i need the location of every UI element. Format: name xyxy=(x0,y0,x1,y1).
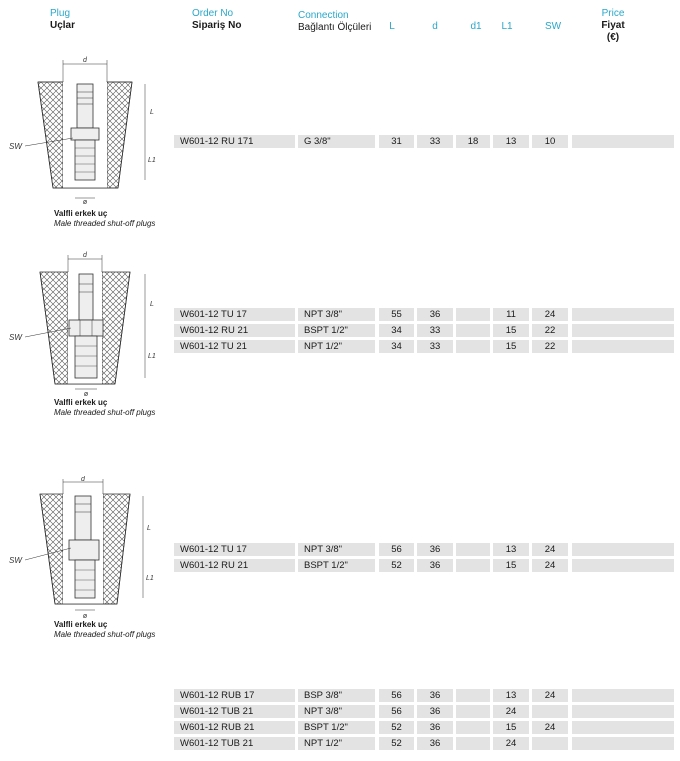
fig3-label-d: d xyxy=(81,476,85,483)
connection-header xyxy=(298,10,371,34)
caption-2-tr: Valfli erkek uç xyxy=(54,398,108,407)
cell-conn: BSPT 1/2" xyxy=(298,559,375,572)
cell-d: 33 xyxy=(417,135,453,148)
order-no-header xyxy=(192,8,241,32)
fig1-label-d: d xyxy=(83,57,87,64)
cell-l1: 13 xyxy=(493,689,529,702)
cell-price xyxy=(572,543,674,556)
cell-conn: NPT 3/8" xyxy=(298,705,375,718)
fig1-label-dia: ø xyxy=(82,199,88,206)
plug-drawing-1 xyxy=(5,52,165,212)
cell-d: 36 xyxy=(417,689,453,702)
cell-l1: 11 xyxy=(493,308,529,321)
cell-d: 33 xyxy=(417,340,453,353)
price-header xyxy=(596,8,630,44)
cell-order: W601-12 RU 21 xyxy=(174,559,295,572)
cell-sw: 10 xyxy=(532,135,568,148)
order-no-header-tr: Sipariş No xyxy=(192,20,242,31)
caption-1-en: Male threaded shut-off plugs xyxy=(54,219,156,228)
cell-l1: 15 xyxy=(493,340,529,353)
fig1-label-l: L xyxy=(150,109,154,116)
cell-d1 xyxy=(456,721,490,734)
cell-sw: 24 xyxy=(532,721,568,734)
connection-header-en: Connection xyxy=(298,10,349,21)
col-header-l: L xyxy=(389,21,395,32)
fig3-label-l1: L1 xyxy=(146,575,154,582)
cell-price xyxy=(572,689,674,702)
cell-price xyxy=(572,135,674,148)
caption-2-en: Male threaded shut-off plugs xyxy=(54,408,156,417)
cell-sw: 24 xyxy=(532,689,568,702)
cell-l: 56 xyxy=(379,543,414,556)
fig3-label-sw: SW xyxy=(9,556,22,565)
cell-l: 52 xyxy=(379,559,414,572)
plug-header-tr: Uçlar xyxy=(50,20,76,31)
cell-d: 36 xyxy=(417,543,453,556)
cell-l: 56 xyxy=(379,689,414,702)
cell-conn: BSPT 1/2" xyxy=(298,324,375,337)
col-header-l1: L1 xyxy=(501,21,513,32)
cell-d1 xyxy=(456,705,490,718)
cell-conn: BSPT 1/2" xyxy=(298,721,375,734)
col-header-sw: SW xyxy=(544,21,562,32)
cell-order: W601-12 TUB 21 xyxy=(174,705,295,718)
cell-order: W601-12 RUB 17 xyxy=(174,689,295,702)
plug-drawing-2 xyxy=(5,250,165,400)
cell-l1: 15 xyxy=(493,324,529,337)
fig3-label-dia: ø xyxy=(82,613,88,620)
cell-l1: 15 xyxy=(493,721,529,734)
cell-l1: 24 xyxy=(493,737,529,750)
cell-d: 36 xyxy=(417,705,453,718)
cell-d1 xyxy=(456,308,490,321)
plug-header xyxy=(50,8,75,32)
cell-d: 36 xyxy=(417,308,453,321)
cell-l: 52 xyxy=(379,721,414,734)
cell-d: 36 xyxy=(417,559,453,572)
cell-conn: NPT 3/8" xyxy=(298,308,375,321)
cell-price xyxy=(572,324,674,337)
fig2-label-l: L xyxy=(150,301,154,308)
cell-order: W601-12 TUB 21 xyxy=(174,737,295,750)
cell-d: 33 xyxy=(417,324,453,337)
caption-1-tr: Valfli erkek uç xyxy=(54,209,108,218)
cell-sw xyxy=(532,705,568,718)
cell-price xyxy=(572,737,674,750)
cell-sw: 24 xyxy=(532,543,568,556)
fig2-label-sw: SW xyxy=(9,333,22,342)
cell-d1 xyxy=(456,324,490,337)
cell-l: 56 xyxy=(379,705,414,718)
cell-sw: 24 xyxy=(532,559,568,572)
caption-3 xyxy=(54,620,155,640)
cell-d: 36 xyxy=(417,721,453,734)
cell-conn: BSP 3/8" xyxy=(298,689,375,702)
caption-1 xyxy=(54,209,155,229)
cell-d1 xyxy=(456,340,490,353)
fig2-label-d: d xyxy=(83,252,87,259)
caption-3-en: Male threaded shut-off plugs xyxy=(54,630,156,639)
cell-price xyxy=(572,308,674,321)
cell-order: W601-12 TU 17 xyxy=(174,308,295,321)
connection-header-tr: Bağlantı Ölçüleri xyxy=(298,22,372,33)
cell-sw: 22 xyxy=(532,324,568,337)
plug-header-en: Plug xyxy=(50,8,71,19)
cell-sw xyxy=(532,737,568,750)
cell-l1: 15 xyxy=(493,559,529,572)
order-no-header-en: Order No xyxy=(192,8,234,19)
cell-l1: 24 xyxy=(493,705,529,718)
cell-l: 34 xyxy=(379,324,414,337)
cell-conn: G 3/8" xyxy=(298,135,375,148)
plug-drawing-3 xyxy=(5,476,165,621)
fig1-label-sw: SW xyxy=(9,142,22,151)
cell-price xyxy=(572,559,674,572)
caption-3-tr: Valfli erkek uç xyxy=(54,620,108,629)
cell-sw: 22 xyxy=(532,340,568,353)
cell-l1: 13 xyxy=(493,543,529,556)
cell-d1 xyxy=(456,559,490,572)
fig2-label-dia: ø xyxy=(83,391,89,398)
fig1-label-l1: L1 xyxy=(148,157,156,164)
cell-l: 55 xyxy=(379,308,414,321)
cell-conn: NPT 1/2" xyxy=(298,340,375,353)
cell-d1 xyxy=(456,689,490,702)
cell-conn: NPT 3/8" xyxy=(298,543,375,556)
cell-d1: 18 xyxy=(456,135,490,148)
col-header-d: d xyxy=(432,21,438,32)
cell-order: W601-12 TU 21 xyxy=(174,340,295,353)
cell-l: 34 xyxy=(379,340,414,353)
cell-l: 31 xyxy=(379,135,414,148)
cell-d1 xyxy=(456,543,490,556)
cell-d1 xyxy=(456,737,490,750)
cell-l: 52 xyxy=(379,737,414,750)
cell-order: W601-12 TU 17 xyxy=(174,543,295,556)
fig3-label-l: L xyxy=(147,525,151,532)
cell-price xyxy=(572,721,674,734)
cell-order: W601-12 RU 21 xyxy=(174,324,295,337)
col-header-d1: d1 xyxy=(470,21,482,32)
cell-order: W601-12 RUB 21 xyxy=(174,721,295,734)
cell-d: 36 xyxy=(417,737,453,750)
cell-price xyxy=(572,705,674,718)
price-header-en: Price xyxy=(601,8,625,19)
cell-price xyxy=(572,340,674,353)
cell-sw: 24 xyxy=(532,308,568,321)
caption-2 xyxy=(54,398,155,418)
cell-conn: NPT 1/2" xyxy=(298,737,375,750)
cell-order: W601-12 RU 171 xyxy=(174,135,295,148)
fig2-label-l1: L1 xyxy=(148,353,156,360)
cell-l1: 13 xyxy=(493,135,529,148)
price-header-tr: Fiyat (€) xyxy=(601,20,625,43)
